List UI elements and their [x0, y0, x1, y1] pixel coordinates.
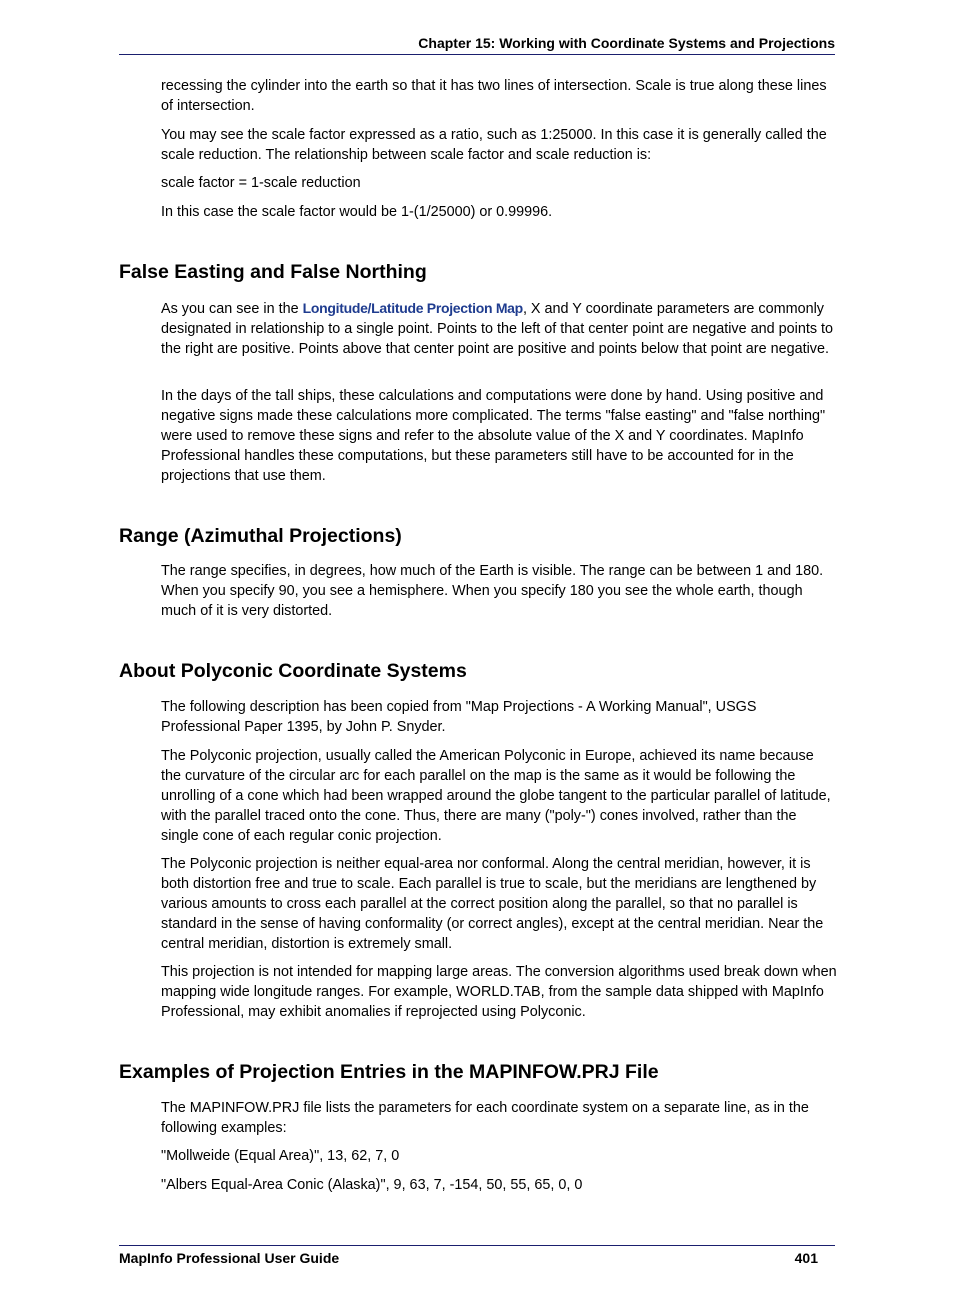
intro-paragraph-1: recessing the cylinder into the earth so that it has two lines of intersection. Scale is true along these lines of intersection.	[161, 78, 827, 114]
page-footer	[119, 1245, 835, 1268]
intro-formula: scale factor = 1-scale reduction	[161, 175, 361, 191]
polyconic-paragraph-1: The following description has been copied from "Map Projections - A Working Manual", USGS Professional Paper 1395, by John P. Snyder.	[161, 699, 757, 735]
example-mollweide: "Mollweide (Equal Area)", 13, 62, 7, 0	[161, 1148, 400, 1164]
polyconic-heading: About Polyconic Coordinate Systems	[119, 660, 467, 682]
polyconic-paragraph-3: The Polyconic projection is neither equal-area nor conformal. Along the central meridian, however, it is both distortion free and true to scale. Each parallel is true to scale, but the meridians are lengthened by various amounts to cross each parallel at the correct position along the parallel, so that no parallel is standard in the sense of having conformality (or correct angles), except at the central meridian. Near the central meridian, distortion is extremely small.	[161, 856, 824, 952]
range-heading: Range (Azimuthal Projections)	[119, 525, 402, 547]
chapter-title: Chapter 15: Working with Coordinate Systems and Projections	[418, 35, 835, 51]
range-paragraph-1: The range specifies, in degrees, how much of the Earth is visible. The range can be between 1 and 180. When you specify 90, you see a hemisphere. When you specify 180 you see the whole earth, though much of it is very distorted.	[161, 563, 824, 619]
polyconic-paragraph-2: The Polyconic projection, usually called the American Polyconic in Europe, achieved its name because the curvature of the circular arc for each parallel on the map is the same as it would be following the unrolling of a cone which had been wrapped around the globe tangent to the particular parallel of latitude, with the parallel traced onto the cone. Thus, there are many ("poly-") cones involved, rather than the single cone of each regular conic projection.	[161, 748, 831, 844]
polyconic-paragraph-4: This projection is not intended for mapping large areas. The conversion algorithms used break down when mapping wide longitude ranges. For example, WORLD.TAB, from the sample data shipped with MapInfo Professional, may exhibit anomalies if reprojected using Polyconic.	[161, 964, 837, 1020]
false-easting-paragraph-1	[161, 298, 837, 359]
false-easting-text-after-link: , X and Y coordinate parameters are commonly designated in relationship to a single point. Points to the left of that center point are negative and points to the right are positive. Points above that center point are positive and points below that point are negative.	[161, 301, 834, 357]
longitude-latitude-projection-map-link[interactable]: Longitude/Latitude Projection Map	[302, 300, 523, 316]
examples-paragraph-1: The MAPINFOW.PRJ file lists the parameters for each coordinate system on a separate line, as in the following examples:	[161, 1100, 809, 1136]
false-easting-heading: False Easting and False Northing	[119, 261, 427, 283]
guide-title: MapInfo Professional User Guide	[119, 1250, 340, 1266]
page-number: 401	[794, 1250, 818, 1266]
intro-paragraph-4: In this case the scale factor would be 1-(1/25000) or 0.99996.	[161, 204, 553, 220]
page-header	[119, 34, 835, 55]
intro-paragraph-2: You may see the scale factor expressed as a ratio, such as 1:25000. In this case it is generally called the scale reduction. The relationship between scale factor and scale reduction is:	[161, 127, 827, 163]
example-albers: "Albers Equal-Area Conic (Alaska)", 9, 63, 7, -154, 50, 55, 65, 0, 0	[161, 1177, 583, 1193]
false-easting-text-before-link: As you can see in the	[161, 301, 303, 317]
examples-heading: Examples of Projection Entries in the MAPINFOW.PRJ File	[119, 1061, 659, 1083]
false-easting-paragraph-2: In the days of the tall ships, these calculations and computations were done by hand. Using positive and negative signs made these calculations more complicated. The terms "false easting" and "false northing" were used to remove these signs and refer to the absolute value of the X and Y coordinates. MapInfo Professional handles these computations, but these parameters still have to be accounted for in the projections that use them.	[161, 388, 826, 484]
